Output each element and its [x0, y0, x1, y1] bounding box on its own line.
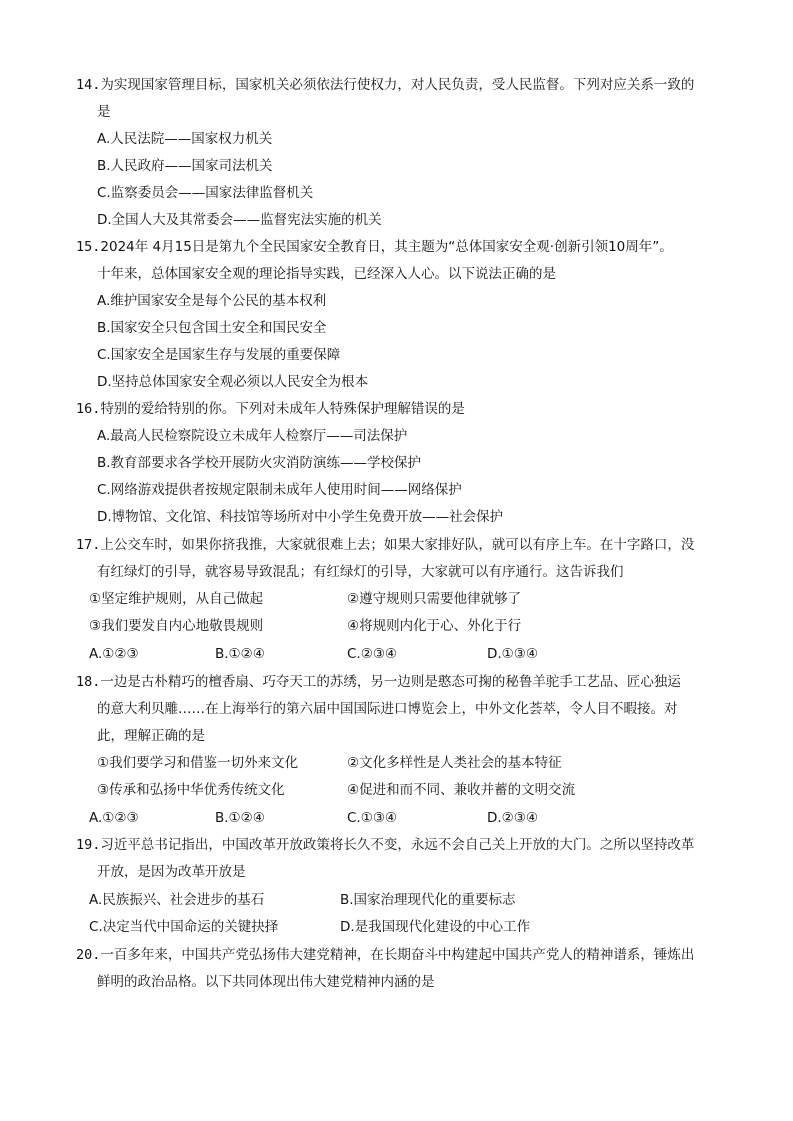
question-14-option-d: D.全国人大及其常委会——监督宪法实施的机关	[97, 212, 382, 228]
question-17-stem-line-2: 有红绿灯的引导，就容易导致混乱；有红绿灯的引导，大家就可以有序通行。这告诉我们	[97, 564, 624, 580]
question-19-stem-line-2: 开放，是因为改革开放是	[97, 864, 246, 880]
question-18-stem-line-3: 此，理解正确的是	[97, 728, 205, 744]
question-19-option-a: A.民族振兴、社会进步的基石	[89, 892, 265, 908]
question-18-stem-line-2: 的意大利贝雕……在上海举行的第六届中国国际进口博览会上，中外文化荟萃，令人目不暇接。对	[97, 701, 678, 717]
question-15-stem-line-2: 十年来，总体国家安全观的理论指导实践，已经深入人心。以下说法正确的是	[97, 266, 556, 282]
question-17-statement-4: ④将规则内化于心、外化于行	[347, 618, 522, 634]
question-16-option-b: B.教育部要求各学校开展防火灾消防演练——学校保护	[97, 455, 422, 471]
question-15-option-c: C.国家安全是国家生存与发展的重要保障	[97, 347, 341, 363]
question-16-option-c: C.网络游戏提供者按规定限制未成年人使用时间——网络保护	[97, 482, 462, 498]
question-15-stem-line-1: 15.2024年 4月15日是第九个全民国家安全教育日，其主题为“总体国家安全观·创新引领10周年”。	[76, 239, 673, 255]
question-14-option-b: B.人民政府——国家司法机关	[97, 158, 273, 174]
question-14-option-c: C.监察委员会——国家法律监督机关	[97, 185, 314, 201]
question-18-choice-b: B.①②④	[215, 810, 265, 826]
question-18-choice-a: A.①②③	[89, 810, 139, 826]
question-17-statement-3: ③我们要发自内心地敬畏规则	[89, 618, 264, 634]
question-number: 16.	[76, 401, 101, 417]
question-18-statement-3: ③传承和弘扬中华优秀传统文化	[97, 782, 285, 798]
question-17-choice-a: A.①②③	[89, 646, 139, 662]
question-18-statement-2: ②文化多样性是人类社会的基本特征	[347, 755, 562, 771]
question-17-choice-c: C.②③④	[347, 646, 398, 662]
question-17-statement-2: ②遵守规则只需要他律就够了	[347, 591, 522, 607]
question-15-option-b: B.国家安全只包含国土安全和国民安全	[97, 320, 327, 336]
question-19-option-c: C.决定当代中国命运的关键抉择	[89, 919, 279, 935]
question-19-stem-line-1: 19.习近平总书记指出，中国改革开放政策将长久不变，永远不会自己关上开放的大门。之所以坚持改革	[76, 837, 695, 853]
question-15-option-a: A.维护国家安全是每个公民的基本权利	[97, 293, 327, 309]
question-19-option-b: B.国家治理现代化的重要标志	[340, 892, 516, 908]
question-number: 14.	[76, 77, 101, 93]
question-16-option-d: D.博物馆、文化馆、科技馆等场所对中小学生免费开放——社会保护	[97, 509, 504, 525]
question-14-stem-line-1: 14.为实现国家管理目标，国家机关必须依法行使权力，对人民负责，受人民监督。下列对应关系一致的	[76, 77, 695, 93]
question-number: 15.	[76, 239, 101, 255]
question-19-option-d: D.是我国现代化建设的中心工作	[340, 919, 531, 935]
question-14-option-a: A.人民法院——国家权力机关	[97, 131, 273, 147]
question-18-stem-line-1: 18.一边是古朴精巧的檀香扇、巧夺天工的苏绣，另一边则是憨态可掬的秘鲁羊驼手工艺品、匠心独运	[76, 674, 681, 690]
question-20-stem-line-2: 鲜明的政治品格。以下共同体现出伟大建党精神内涵的是	[97, 974, 435, 990]
question-16-stem-line-1: 16.特别的爱给特别的你。下列对未成年人特殊保护理解错误的是	[76, 401, 465, 417]
question-17-stem-line-1: 17.上公交车时，如果你挤我推，大家就很难上去；如果大家排好队，就可以有序上车。在十字路口，没	[76, 537, 695, 553]
question-14-stem-line-2: 是	[97, 104, 111, 120]
question-18-statement-4: ④促进和而不同、兼收并蓄的文明交流	[347, 782, 576, 798]
question-17-choice-b: B.①②④	[215, 646, 265, 662]
question-17-choice-d: D.①③④	[487, 646, 538, 662]
question-16-option-a: A.最高人民检察院设立未成年人检察厅——司法保护	[97, 428, 408, 444]
question-number: 18.	[76, 674, 101, 690]
question-18-statement-1: ①我们要学习和借鉴一切外来文化	[97, 755, 299, 771]
question-20-stem-line-1: 20.一百多年来，中国共产党弘扬伟大建党精神，在长期奋斗中构建起中国共产党人的精神谱系，锤炼出	[76, 947, 695, 963]
question-number: 19.	[76, 837, 101, 853]
question-number: 20.	[76, 947, 101, 963]
question-18-choice-c: C.①③④	[347, 810, 398, 826]
question-number: 17.	[76, 537, 101, 553]
question-17-statement-1: ①坚定维护规则，从自己做起	[89, 591, 264, 607]
question-15-option-d: D.坚持总体国家安全观必须以人民安全为根本	[97, 374, 369, 390]
question-18-choice-d: D.②③④	[487, 810, 538, 826]
